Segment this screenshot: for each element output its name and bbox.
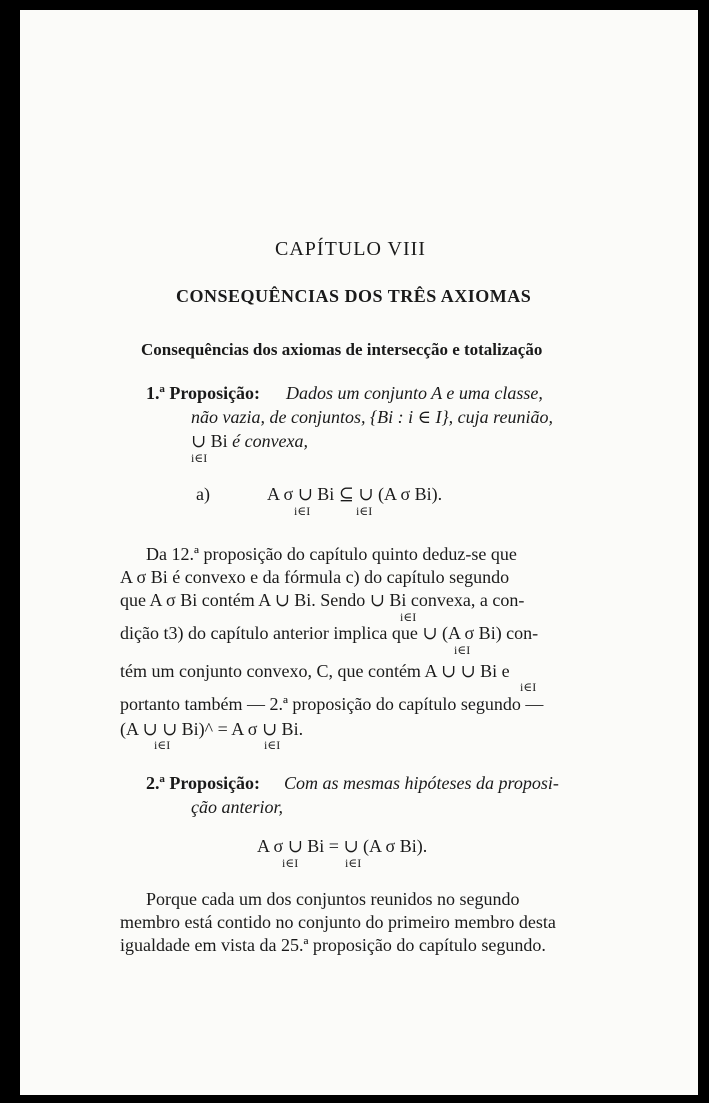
para1-index-2: i∈I <box>454 643 471 657</box>
para1-line7: (A ∪ ∪ Bi)^ = A σ ∪ Bi. <box>120 719 304 739</box>
prop1-line1: Dados um conjunto A e uma classe, <box>286 383 543 403</box>
para1-index-3: i∈I <box>520 680 537 694</box>
para1-line1: Da 12.ª proposição do capítulo quinto deduz-se que <box>146 544 517 564</box>
prop1-line2: não vazia, de conjuntos, {Bi : i ∈ I}, cuja reunião, <box>191 407 554 427</box>
para2-line1: Porque cada um dos conjuntos reunidos no segundo <box>146 889 520 909</box>
prop1-label: 1.ª Proposição: <box>146 383 261 403</box>
formula-prop2-index-1: i∈I <box>282 856 299 870</box>
para1-line6: portanto também — 2.ª proposição do capítulo segundo — <box>120 694 544 714</box>
chapter-title: CONSEQUÊNCIAS DOS TRÊS AXIOMAS <box>176 286 532 306</box>
book-page <box>20 10 698 1095</box>
formula-a: A σ ∪ Bi ⊆ ∪ (A σ Bi). <box>267 484 443 504</box>
section-heading: Consequências dos axiomas de intersecção e totalização <box>141 340 543 359</box>
prop2-line1: Com as mesmas hipóteses da proposi- <box>284 773 559 793</box>
formula-prop2-index-2: i∈I <box>345 856 362 870</box>
formula-a-index-1: i∈I <box>294 504 311 518</box>
para2-line2: membro está contido no conjunto do primeiro membro desta <box>120 912 556 932</box>
formula-prop2: A σ ∪ Bi = ∪ (A σ Bi). <box>257 836 428 856</box>
formula-a-index-2: i∈I <box>356 504 373 518</box>
para1-line4: dição t3) do capítulo anterior implica que ∪ (A σ Bi) con- <box>120 623 539 643</box>
para1-line5: tém um conjunto convexo, C, que contém A ∪ ∪ Bi e <box>120 661 510 681</box>
prop2-line2: ção anterior, <box>191 797 283 817</box>
para1-index-5: i∈I <box>264 738 281 752</box>
formula-a-label: a) <box>196 484 210 504</box>
prop1-line3: ∪ Bi é convexa, <box>191 431 309 451</box>
chapter-heading: CAPÍTULO VIII <box>275 238 426 260</box>
para1-line2: A σ Bi é convexo e da fórmula c) do capítulo segundo <box>120 567 510 587</box>
para1-index-1: i∈I <box>400 610 417 624</box>
para1-index-4: i∈I <box>154 738 171 752</box>
prop2-label: 2.ª Proposição: <box>146 773 261 793</box>
para1-line3: que A σ Bi contém A ∪ Bi. Sendo ∪ Bi convexa, a con- <box>120 590 525 610</box>
prop1-index: i∈I <box>191 451 208 465</box>
para2-line3: igualdade em vista da 25.ª proposição do capítulo segundo. <box>120 935 546 955</box>
